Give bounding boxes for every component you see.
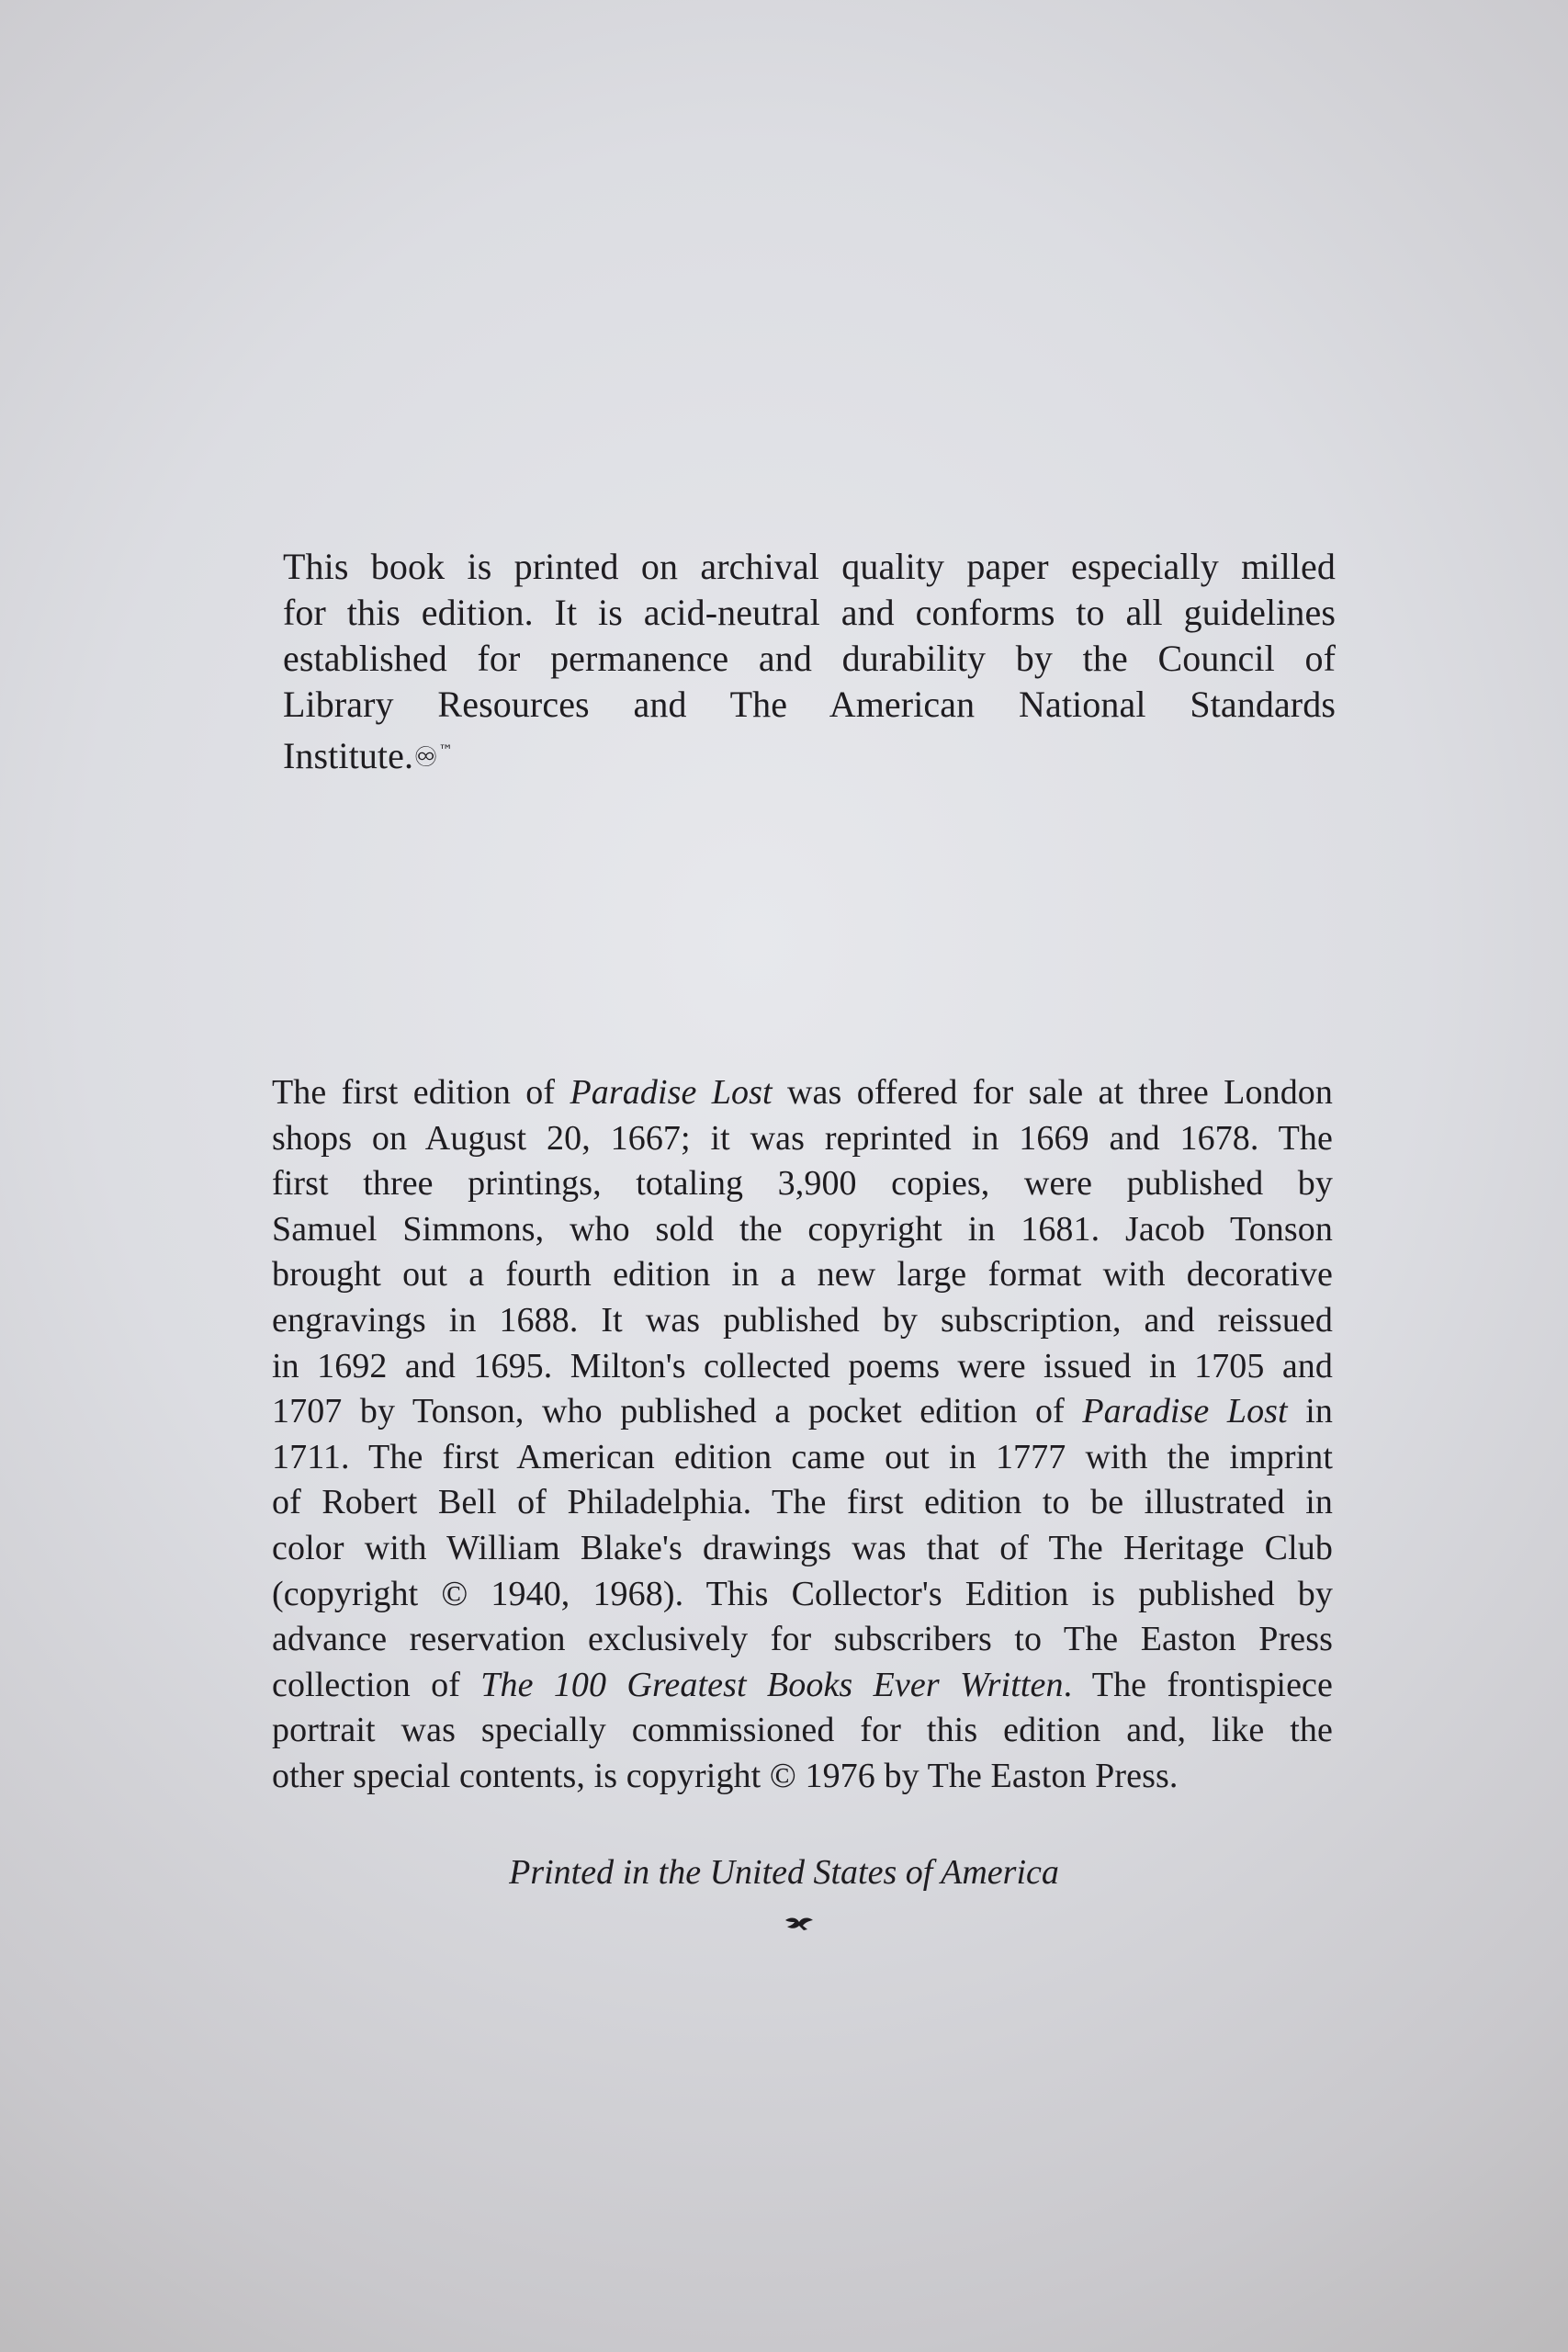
archival-line: This book is printed on archival quality paper especially milled	[283, 546, 1336, 587]
history-line	[272, 1663, 1333, 1709]
history-line: color with William Blake's drawings was that of The Heritage Club	[272, 1528, 1333, 1567]
history-line: other special contents, is copyright © 1976 by The Easton Press.	[272, 1756, 1179, 1795]
history-line: in 1692 and 1695. Milton's collected poems were issued in 1705 and	[272, 1346, 1333, 1385]
history-line: advance reservation exclusively for subscribers to The Easton Press	[272, 1620, 1333, 1659]
history-text: collection of	[272, 1665, 481, 1704]
history-line: first three printings, totaling 3,900 copies, were published by	[272, 1164, 1333, 1204]
history-line: engravings in 1688. It was published by subscription, and reissued	[272, 1300, 1333, 1340]
history-text: The first edition of	[272, 1073, 570, 1112]
history-text: 1707 by Tonson, who published a pocket edition of	[272, 1392, 1083, 1431]
archival-last-line-text: Institute.	[283, 735, 414, 776]
book-title-italic: Paradise Lost	[570, 1073, 773, 1112]
archival-paper-notice	[283, 544, 1336, 781]
history-line: portrait was specially commissioned for this edition and, like the	[272, 1711, 1333, 1750]
history-line: 1711. The first American edition came out in 1777 with the imprint	[272, 1437, 1333, 1476]
publication-history	[272, 1070, 1333, 1800]
history-line	[272, 1070, 1333, 1116]
history-line: of Robert Bell of Philadelphia. The first edition to be illustrated in	[272, 1483, 1333, 1522]
printers-ornament-icon	[784, 1915, 815, 1933]
history-text: was offered for sale at three London	[772, 1073, 1333, 1112]
history-line	[272, 1389, 1333, 1435]
printed-in-usa: Printed in the United States of America	[509, 1853, 1059, 1892]
archival-line: established for permanence and durability by the Council of	[283, 638, 1336, 679]
archival-line: Library Resources and The American National Standards	[283, 684, 1336, 725]
history-line: Samuel Simmons, who sold the copyright in 1681. Jacob Tonson	[272, 1209, 1333, 1249]
history-line: shops on August 20, 1667; it was reprinted in 1669 and 1678. The	[272, 1118, 1333, 1158]
history-line: brought out a fourth edition in a new large format with decorative	[272, 1255, 1333, 1295]
archival-last-line	[283, 728, 1336, 781]
history-text: in	[1287, 1392, 1333, 1431]
trademark-symbol: ™	[438, 741, 454, 759]
infinity-permanence-icon: ♾	[413, 741, 439, 774]
archival-line: for this edition. It is acid-neutral and conforms to all guidelines	[283, 592, 1336, 633]
series-title-italic: The 100 Greatest Books Ever Written	[480, 1665, 1064, 1704]
book-title-italic: Paradise Lost	[1082, 1392, 1288, 1431]
history-text: . The frontispiece	[1063, 1665, 1333, 1704]
history-line: (copyright © 1940, 1968). This Collector's Edition is published by	[272, 1574, 1333, 1613]
